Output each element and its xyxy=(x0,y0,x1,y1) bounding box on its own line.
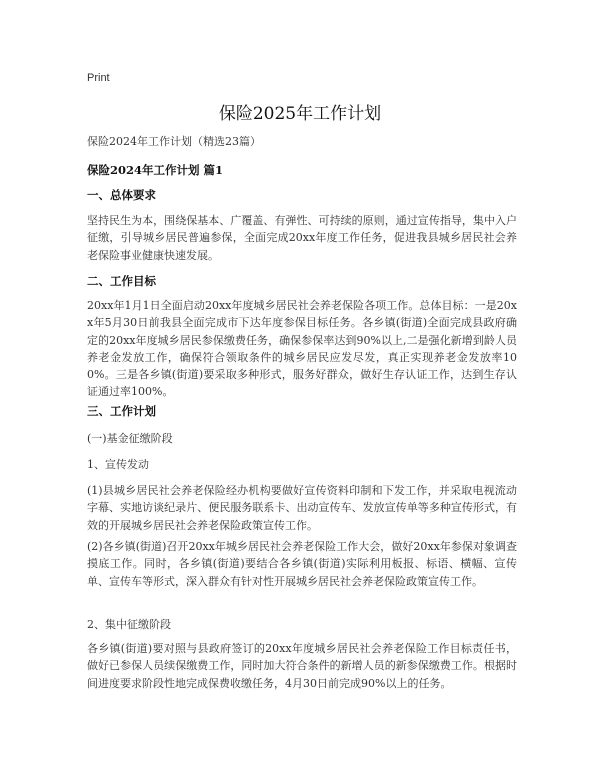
section3-para1: (1)县城乡居民社会养老保险经办机构要做好宣传资料印制和下发工作，并采取电视流动字幕、实地访谈纪录片、便民服务联系卡、出动宣传车、发放宣传单等多种宣传形式，有效的开展城乡居民社会养老保险政策宣传工作。 xyxy=(87,484,517,532)
phase1-heading: (一)基金征缴阶段 xyxy=(87,432,173,445)
item2-heading: 2、集中征缴阶段 xyxy=(87,618,171,631)
article-heading: 保险2024年工作计划 篇1 xyxy=(87,163,224,177)
page-title: 保险2025年工作计划 xyxy=(218,104,382,124)
item1-heading: 1、宣传发动 xyxy=(87,458,149,471)
section2-body: 20xx年1月1日全面启动20xx年度城乡居民社会养老保险各项工作。总体目标：一是20xx年5月30日前我县全面完成市下达年度参保目标任务。各乡镇(街道)全面完成县政府确定的20xx年度城乡居民参保缴费任务，确保参保率达到90%以上,二是强化新增到龄人员养老金发放工作，确保符合领取条件的城乡居民应发尽发，真正实现养老金发放率100%。三是各乡镇(街道)要采取多种形式，服务好群众，做好生存认证工作，达到生存认证通过率100%。 xyxy=(87,299,517,399)
section1-body: 坚持民生为本，围绕保基本、广覆盖、有弹性、可持续的原则，通过宣传指导，集中入户征缴，引导城乡居民普遍参保，全面完成20xx年度工作任务，促进我县城乡居民社会养老保险事业健康快速发展。 xyxy=(87,214,517,262)
print-link[interactable]: Print xyxy=(87,72,110,84)
section3-heading: 三、工作计划 xyxy=(87,404,156,418)
section3-para2: (2)各乡镇(街道)召开20xx年城乡居民社会养老保险工作大会，做好20xx年参保对象调查摸底工作。同时，各乡镇(街道)要结合各乡镇(街道)实际利用板报、标语、横幅、宣传单、宣传车等形式，深入群众有针对性开展城乡居民社会养老保险政策宣传工作。 xyxy=(87,540,517,588)
section3-para3: 各乡镇(街道)要对照与县政府签订的20xx年度城乡居民社会养老保险工作目标责任书，做好已参保人员续保缴费工作，同时加大符合条件的新增人员的新参保缴费工作。根据时间进度要求阶段性地完成保费收缴任务，4月30日前完成90%以上的任务。 xyxy=(87,642,517,690)
section2-heading: 二、工作目标 xyxy=(87,274,156,288)
subtitle: 保险2024年工作计划（精选23篇） xyxy=(87,135,261,148)
section1-heading: 一、总体要求 xyxy=(87,188,156,202)
